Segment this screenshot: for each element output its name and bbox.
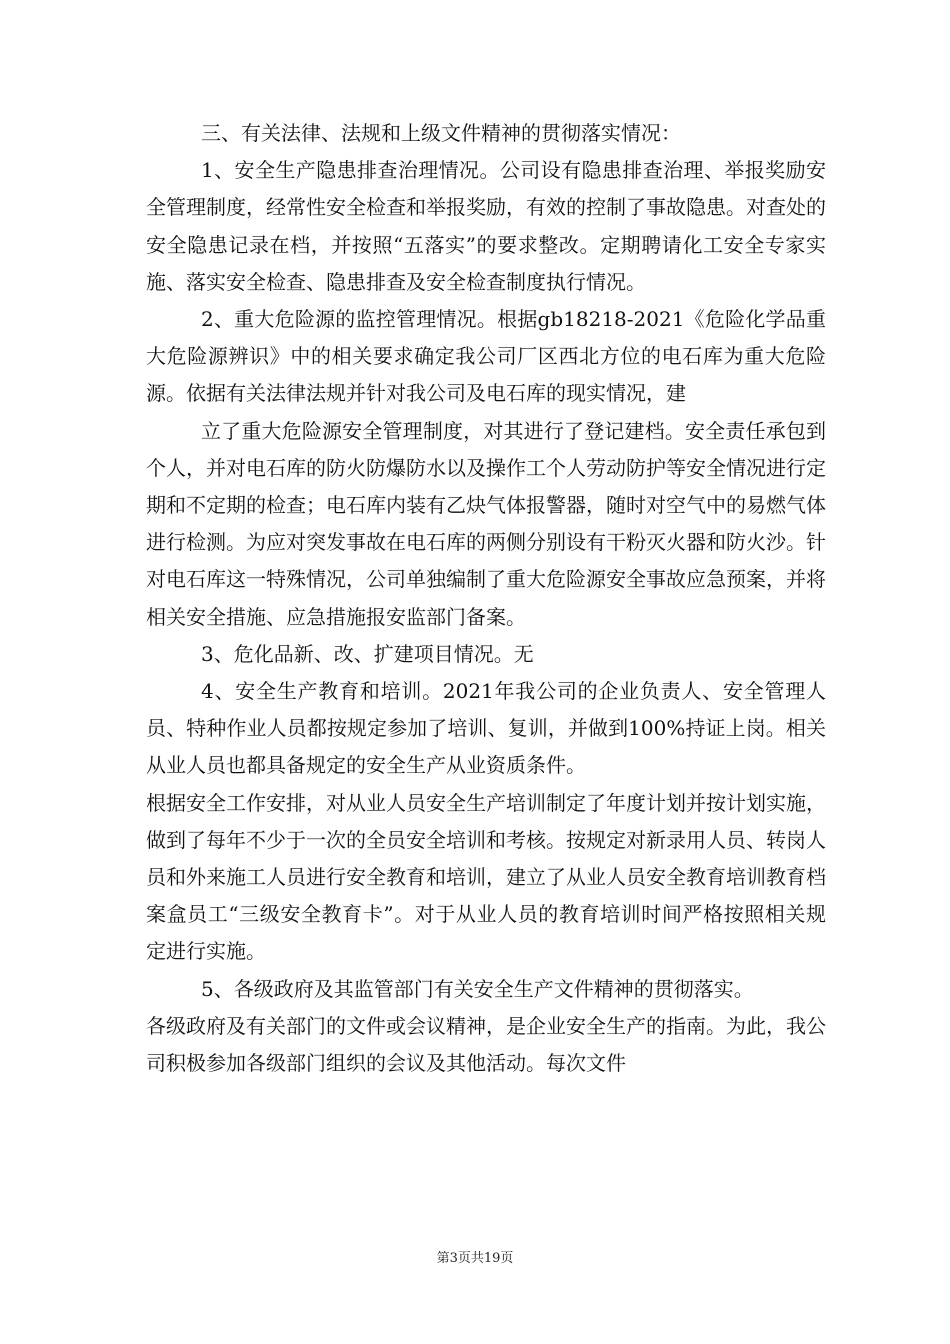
page-number-footer: 第3页共19页: [436, 1251, 514, 1266]
paragraph: 2、重大危险源的监控管理情况。根据gb18218-2021《危险化学品重大危险源辨识》中的相关要求确定我公司厂区西北方位的电石库为重大危险源。依据有关法律法规并针对我公司及电石库的现实情况，建: [146, 307, 826, 406]
paragraph: 3、危化品新、改、扩建项目情况。无: [201, 641, 534, 666]
paragraph: 1、安全生产隐患排查治理情况。公司设有隐患排查治理、举报奖励安全管理制度，经常性安全检查和举报奖励，有效的控制了事故隐患。对查处的安全隐患记录在档，并按照“五落实”的要求整改。定期聘请化工安全专家实施、落实安全检查、隐患排查及安全检查制度执行情况。: [146, 158, 826, 294]
section-heading: 三、有关法律、法规和上级文件精神的贯彻落实情况：: [201, 121, 681, 145]
paragraph: 4、安全生产教育和培训。2021年我公司的企业负责人、安全管理人员、特种作业人员都按规定参加了培训、复训，并做到100%持证上岗。相关从业人员也都具备规定的安全生产从业资质条件。: [146, 679, 826, 778]
paragraph: 立了重大危险源安全管理制度，对其进行了登记建档。安全责任承包到个人，并对电石库的防火防爆防水以及操作工个人劳动防护等安全情况进行定期和不定期的检查；电石库内装有乙炔气体报警器，随时对空气中的易燃气体进行检测。为应对突发事故在电石库的两侧分别设有干粉灭火器和防火沙。针对电石库这一特殊情况，公司单独编制了重大危险源安全事故应急预案，并将相关安全措施、应急措施报安监部门备案。: [146, 418, 826, 629]
paragraph: 5、各级政府及其监管部门有关安全生产文件精神的贯彻落实。: [201, 976, 754, 1001]
paragraph: 根据安全工作安排，对从业人员安全生产培训制定了年度计划并按计划实施，做到了每年不少于一次的全员安全培训和考核。按规定对新录用人员、转岗人员和外来施工人员进行安全教育和培训，建立了从业人员安全教育培训教育档案盒员工“三级安全教育卡”。对于从业人员的教育培训时间严格按照相关规定进行实施。: [146, 790, 826, 964]
document-body: [146, 115, 826, 1082]
paragraph: 各级政府及有关部门的文件或会议精神，是企业安全生产的指南。为此，我公司积极参加各级部门组织的会议及其他活动。每次文件: [146, 1013, 826, 1076]
